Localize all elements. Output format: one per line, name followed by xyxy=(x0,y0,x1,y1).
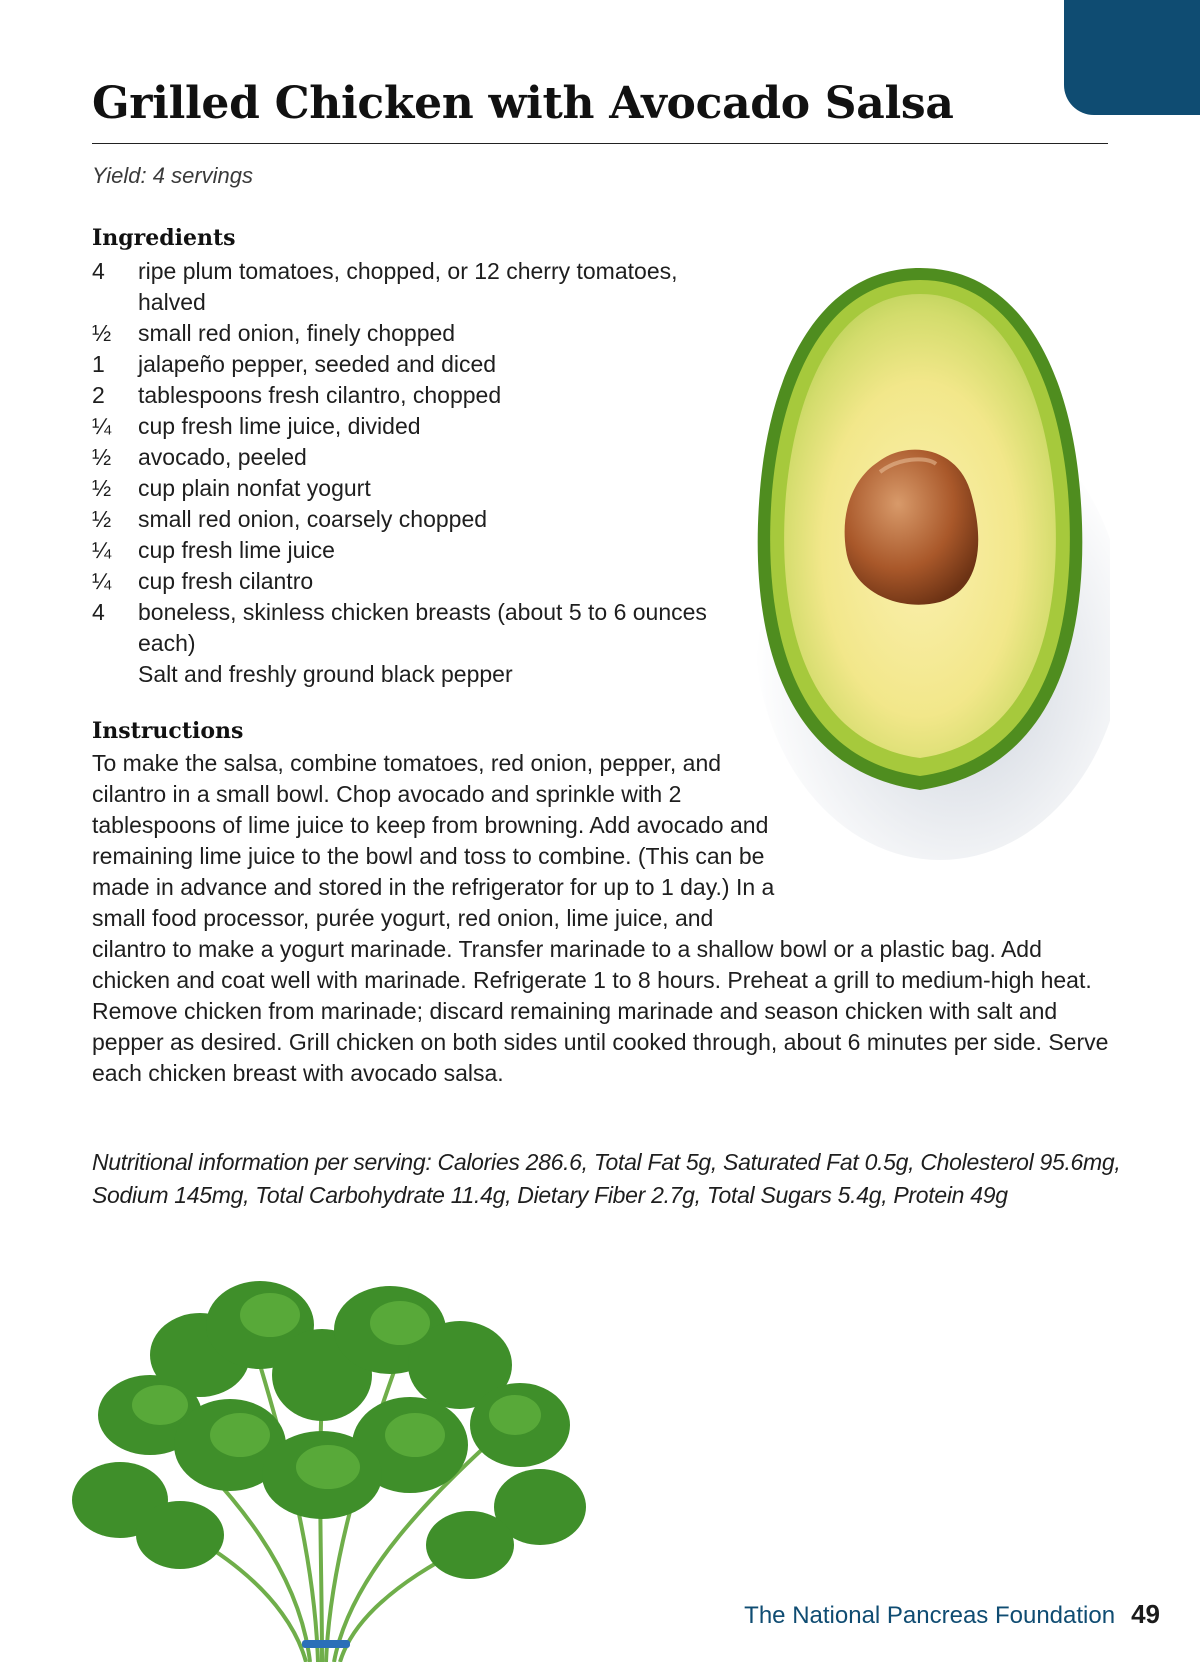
ingredient-text: Salt and freshly ground black pepper xyxy=(138,661,513,687)
instructions-heading: Instructions xyxy=(92,718,244,744)
ingredient-text: cup fresh cilantro xyxy=(138,568,314,594)
nutrition-info: Nutritional information per serving: Calories 286.6, Total Fat 5g, Saturated Fat 0.5g, Cholesterol 95.6mg, Sodium 145mg, Total Carbohydrate 11.4g, Dietary Fiber 2.7g, Total Sugars 5.4g, Protein 49g xyxy=(92,1149,1121,1208)
ingredient-item xyxy=(92,597,712,659)
footer-organization: The National Pancreas Foundation xyxy=(744,1602,1116,1629)
ingredient-qty: ¼ xyxy=(92,568,112,594)
ingredient-text: avocado, peeled xyxy=(138,444,307,470)
ingredient-text: jalapeño pepper, seeded and diced xyxy=(138,351,497,377)
ingredient-text: small red onion, coarsely chopped xyxy=(138,506,488,532)
ingredient-qty: ½ xyxy=(92,475,112,501)
ingredient-qty: 1 xyxy=(92,351,105,377)
ingredient-qty: 4 xyxy=(92,258,105,284)
ingredient-item xyxy=(92,442,712,473)
ingredient-item xyxy=(92,535,712,566)
ingredient-qty: ¼ xyxy=(92,413,112,439)
ingredient-item xyxy=(92,349,712,380)
ingredients-list xyxy=(92,256,712,690)
ingredient-text: cup fresh lime juice, divided xyxy=(138,413,421,439)
ingredient-item xyxy=(92,318,712,349)
page-footer xyxy=(744,1599,1160,1630)
ingredient-text: cup plain nonfat yogurt xyxy=(138,475,371,501)
ingredient-text: ripe plum tomatoes, chopped, or 12 cherry tomatoes, halved xyxy=(138,258,678,315)
ingredient-qty xyxy=(92,659,138,690)
ingredients-heading: Ingredients xyxy=(92,225,236,251)
ingredient-qty: ¼ xyxy=(92,537,112,563)
ingredient-item xyxy=(92,566,712,597)
avocado-half-image xyxy=(730,250,1110,860)
ingredient-qty: 2 xyxy=(92,382,105,408)
page-number: 49 xyxy=(1131,1599,1160,1629)
instructions-text: To make the salsa, combine tomatoes, red onion, pepper, and cilantro in a small bowl. Chop avocado and sprinkle with 2 tablespoons of lime juice to keep from browning. Add avocado and remaining lime juice to the bowl and toss to combine. (This can be made in advance and stored in the refrigerator for up to 1 day.) In a small food processor, purée yogurt, red onion, lime juice, and cilantro to make a yogurt marinade. Transfer marinade to a shallow bowl or a plastic bag. Add chicken and coat well with marinade. Refrigerate 1 to 8 hours. Preheat a grill to medium-high heat. Remove chicken from marinade; discard remaining marinade and season chicken with salt and pepper as desired. Grill chicken on both sides until cooked through, about 6 minutes per side. Serve each chicken breast with avocado salsa. xyxy=(92,750,1109,1086)
ingredient-text: cup fresh lime juice xyxy=(138,537,335,563)
ingredient-item xyxy=(92,256,712,318)
ingredient-text: tablespoons fresh cilantro, chopped xyxy=(138,382,502,408)
ingredient-qty: ½ xyxy=(92,444,112,470)
ingredient-qty: ½ xyxy=(92,320,112,346)
ingredient-item xyxy=(92,473,712,504)
ingredient-text: small red onion, finely chopped xyxy=(138,320,456,346)
ingredient-item xyxy=(92,504,712,535)
title-rule xyxy=(92,143,1108,144)
yield-text: Yield: 4 servings xyxy=(92,163,254,188)
ingredient-qty: ½ xyxy=(92,506,112,532)
cilantro-bunch-image xyxy=(60,1245,600,1662)
ingredient-item xyxy=(92,380,712,411)
ingredient-item xyxy=(92,411,712,442)
ingredient-qty: 4 xyxy=(92,599,105,625)
ingredient-item xyxy=(92,659,712,690)
corner-tab xyxy=(1064,0,1200,115)
ingredient-text: boneless, skinless chicken breasts (about 5 to 6 ounces each) xyxy=(138,599,707,656)
recipe-title: Grilled Chicken with Avocado Salsa xyxy=(92,78,954,129)
